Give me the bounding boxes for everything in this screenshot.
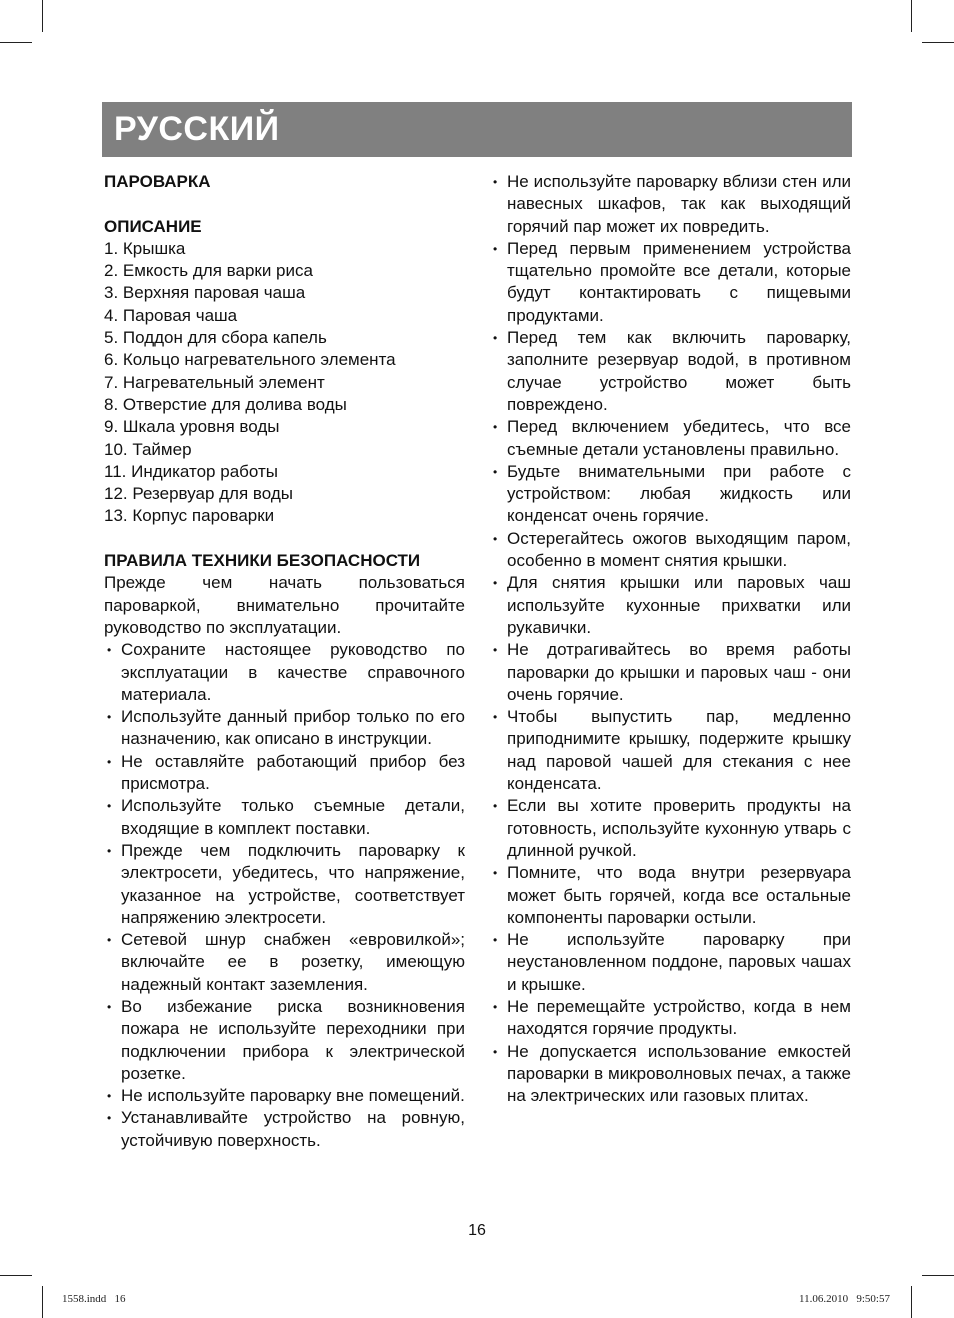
safety-bullet: • Не допускается использование емкостей пароварки в микроволновых печах, а также на электрических или газовых плитах. xyxy=(493,1041,851,1106)
part-item: 8. Отверстие для долива воды xyxy=(104,394,347,414)
crop-mark xyxy=(0,1275,32,1276)
bullet-glyph: • xyxy=(107,799,112,814)
safety-bullet: • Используйте данный прибор только по его назначению, как описано в инструкции. xyxy=(107,707,465,749)
crop-mark xyxy=(911,1286,912,1318)
date-slug: 11.06.2010 9:50:57 xyxy=(799,1293,890,1305)
safety-bullet: • Будьте внимательными при работе с устройством: любая жидкость или конденсат очень горячие. xyxy=(493,461,851,526)
safety-bullets-right xyxy=(490,171,851,1107)
bullet-glyph: • xyxy=(107,643,112,658)
bullet-glyph: • xyxy=(107,1089,112,1104)
part-item: 2. Емкость для варки риса xyxy=(104,261,313,281)
bullet-glyph: • xyxy=(107,999,112,1014)
crop-mark xyxy=(922,1275,954,1276)
safety-bullets-left xyxy=(104,639,465,1152)
part-item: 12. Резервуар для воды xyxy=(104,484,293,504)
bullet-glyph: • xyxy=(493,241,498,256)
page-number: 16 xyxy=(468,1222,486,1239)
safety-bullet: • Прежде чем подключить пароварку к электросети, убедитесь, что напряжение, указанное на устройстве, соответствует напряжению электросети. xyxy=(107,840,465,927)
safety-bullet: • Используйте только съемные детали, входящие в комплект поставки. xyxy=(107,796,465,838)
bullet-glyph: • xyxy=(493,999,498,1014)
language-header-bar xyxy=(102,102,852,157)
parts-list xyxy=(104,238,465,528)
safety-bullet: • Чтобы выпустить пар, медленно приподнимите крышку, подержите крышку над паровой чашей для стекания с нее конденсата. xyxy=(493,707,851,794)
safety-bullet: • Для снятия крышки или паровых чаш используйте кухонные прихватки или рукавички. xyxy=(493,573,851,637)
part-item: 10. Таймер xyxy=(104,439,192,459)
crop-mark xyxy=(42,0,43,32)
bullet-glyph: • xyxy=(107,933,112,948)
file-slug: 1558.indd 16 xyxy=(62,1293,126,1305)
bullet-glyph: • xyxy=(493,531,498,546)
bullet-glyph: • xyxy=(493,710,498,725)
crop-mark xyxy=(922,42,954,43)
bullet-glyph: • xyxy=(493,464,498,479)
part-item: 4. Паровая чаша xyxy=(104,305,238,325)
part-item: 5. Поддон для сбора капель xyxy=(104,328,327,348)
bullet-glyph: • xyxy=(493,420,498,435)
bullet-glyph: • xyxy=(107,843,112,858)
bullet-glyph: • xyxy=(493,799,498,814)
safety-bullet: • Не используйте пароварку вне помещений. xyxy=(104,1085,465,1107)
safety-bullet: • Перед включением убедитесь, что все съемные детали установлены правильно. xyxy=(493,417,851,459)
description-heading: ОПИСАНИЕ xyxy=(104,216,202,236)
bullet-glyph: • xyxy=(493,643,498,658)
safety-bullet: • Во избежание риска возникновения пожара не используйте переходники при подключении прибора к электрической розетке. xyxy=(107,996,465,1083)
safety-heading: ПРАВИЛА ТЕХНИКИ БЕЗОПАСНОСТИ xyxy=(104,551,421,571)
safety-bullet: • Если вы хотите проверить продукты на готовность, используйте кухонную утварь с длинной ручкой. xyxy=(493,796,851,860)
bullet-glyph: • xyxy=(107,710,112,725)
safety-bullet: • Перед тем как включить пароварку, заполните резервуар водой, в противном случае устройство может быть повреждено. xyxy=(493,328,851,414)
language-title: РУССКИЙ xyxy=(114,110,280,148)
safety-bullet: • Не оставляйте работающий прибор без присмотра. xyxy=(107,751,465,794)
crop-mark xyxy=(0,42,32,43)
bullet-glyph: • xyxy=(493,331,498,346)
part-item: 7. Нагревательный элемент xyxy=(104,372,325,392)
part-item: 3. Верхняя паровая чаша xyxy=(104,283,306,303)
part-item: 11. Индикатор работы xyxy=(104,461,278,481)
part-item: 6. Кольцо нагревательного элемента xyxy=(104,350,396,370)
safety-bullet: • Сетевой шнур снабжен «евровилкой»; включайте ее в розетку, имеющую надежный контакт заземления. xyxy=(107,930,465,994)
safety-bullet: • Не дотрагивайтесь во время работы пароварки до крышки и паровых чаш - они очень горячие. xyxy=(493,640,851,704)
safety-bullet: • Перед первым применением устройства тщательно промойте все детали, которые будут контактировать с пищевыми продуктами. xyxy=(493,238,851,325)
crop-mark xyxy=(911,0,912,32)
safety-bullet: • Помните, что вода внутри резервуара может быть горячей, когда все остальные компоненты пароварки остыли. xyxy=(493,863,851,927)
safety-bullet: • Не перемещайте устройство, когда в нем находятся горячие продукты. xyxy=(493,996,851,1039)
safety-intro: Прежде чем начать пользоваться пароваркой, внимательно прочитайте руководство по эксплуатации. xyxy=(104,573,465,637)
part-item: 1. Крышка xyxy=(104,238,186,258)
bullet-glyph: • xyxy=(107,754,112,769)
bullet-glyph: • xyxy=(493,175,498,189)
bullet-glyph: • xyxy=(493,933,498,948)
bullet-glyph: • xyxy=(493,866,498,881)
bullet-glyph: • xyxy=(107,1111,112,1126)
safety-bullet: • Не используйте пароварку при неустановленном поддоне, паровых чашах и крышке. xyxy=(493,930,851,994)
left-column xyxy=(104,171,465,1152)
bullet-glyph: • xyxy=(493,1044,498,1059)
safety-bullet: • Не используйте пароварку вблизи стен или навесных шкафов, так как выходящий горячий пар может их повредить. xyxy=(493,172,851,236)
safety-bullet: • Остерегайтесь ожогов выходящим паром, особенно в момент снятия крышки. xyxy=(493,528,851,571)
crop-mark xyxy=(42,1286,43,1318)
safety-bullet: • Сохраните настоящее руководство по эксплуатации в качестве справочного материала. xyxy=(107,640,465,704)
bullet-glyph: • xyxy=(493,576,498,591)
part-item: 13. Корпус пароварки xyxy=(104,506,275,526)
part-item: 9. Шкала уровня воды xyxy=(104,417,280,437)
right-column xyxy=(490,171,851,1107)
product-heading: ПАРОВАРКА xyxy=(104,172,211,191)
safety-bullet: • Устанавливайте устройство на ровную, устойчивую поверхность. xyxy=(107,1108,465,1150)
